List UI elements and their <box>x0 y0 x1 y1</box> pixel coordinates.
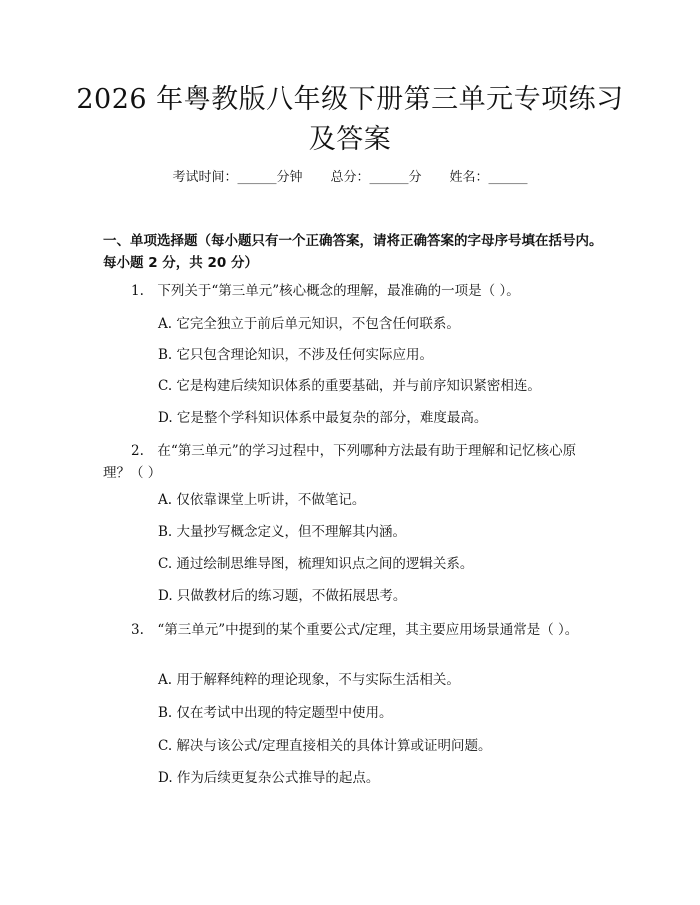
question-2-option-b: B. 大量抄写概念定义，但不理解其内涵。 <box>158 524 407 540</box>
section-heading: 一、单项选择题（每小题只有一个正确答案，请将正确答案的字母序号填在括号内。每小题 2 分，共 20 分） <box>103 233 603 271</box>
question-3-option-d: D. 作为后续更复杂公式推导的起点。 <box>158 770 380 786</box>
question-1-option-c: C. 它是构建后续知识体系的重要基础，并与前序知识紧密相连。 <box>158 378 541 394</box>
question-2-option-a: A. 仅依靠课堂上听讲，不做笔记。 <box>158 492 366 508</box>
student-name-field: 姓名：______ <box>449 170 528 185</box>
question-3-option-b: B. 仅在考试中出现的特定题型中使用。 <box>158 705 393 721</box>
question-3-option-a: A. 用于解释纯粹的理论现象，不与实际生活相关。 <box>158 672 460 688</box>
question-1-stem: 1. 下列关于“第三单元”核心概念的理解，最准确的一项是（ ）。 <box>131 283 520 299</box>
question-3-stem: 3. “第三单元”中提到的某个重要公式/定理，其主要应用场景通常是（ ）。 <box>131 622 579 638</box>
question-2-option-c: C. 通过绘制思维导图，梳理知识点之间的逻辑关系。 <box>158 556 474 572</box>
exam-time-field: 考试时间：______分钟 <box>172 170 303 185</box>
question-2-option-d: D. 只做教材后的练习题，不做拓展思考。 <box>158 588 407 604</box>
question-2-stem: 2. 在“第三单元”的学习过程中，下列哪种方法最有助于理解和记忆核心原理？（ ） <box>103 443 577 481</box>
title-line-1: 2026 年粤教版八年级下册第三单元专项练习 <box>76 84 624 115</box>
document-title <box>60 80 640 160</box>
question-1-option-a: A. 它完全独立于前后单元知识，不包含任何联系。 <box>158 316 460 332</box>
exam-meta <box>0 168 700 188</box>
total-score-field: 总分：______分 <box>330 170 422 185</box>
title-line-2: 及答案 <box>308 124 392 155</box>
question-1-option-b: B. 它只包含理论知识，不涉及任何实际应用。 <box>158 347 434 363</box>
question-1-option-d: D. 它是整个学科知识体系中最复杂的部分，难度最高。 <box>158 410 488 426</box>
question-3-option-c: C. 解决与该公式/定理直接相关的具体计算或证明问题。 <box>158 738 492 754</box>
